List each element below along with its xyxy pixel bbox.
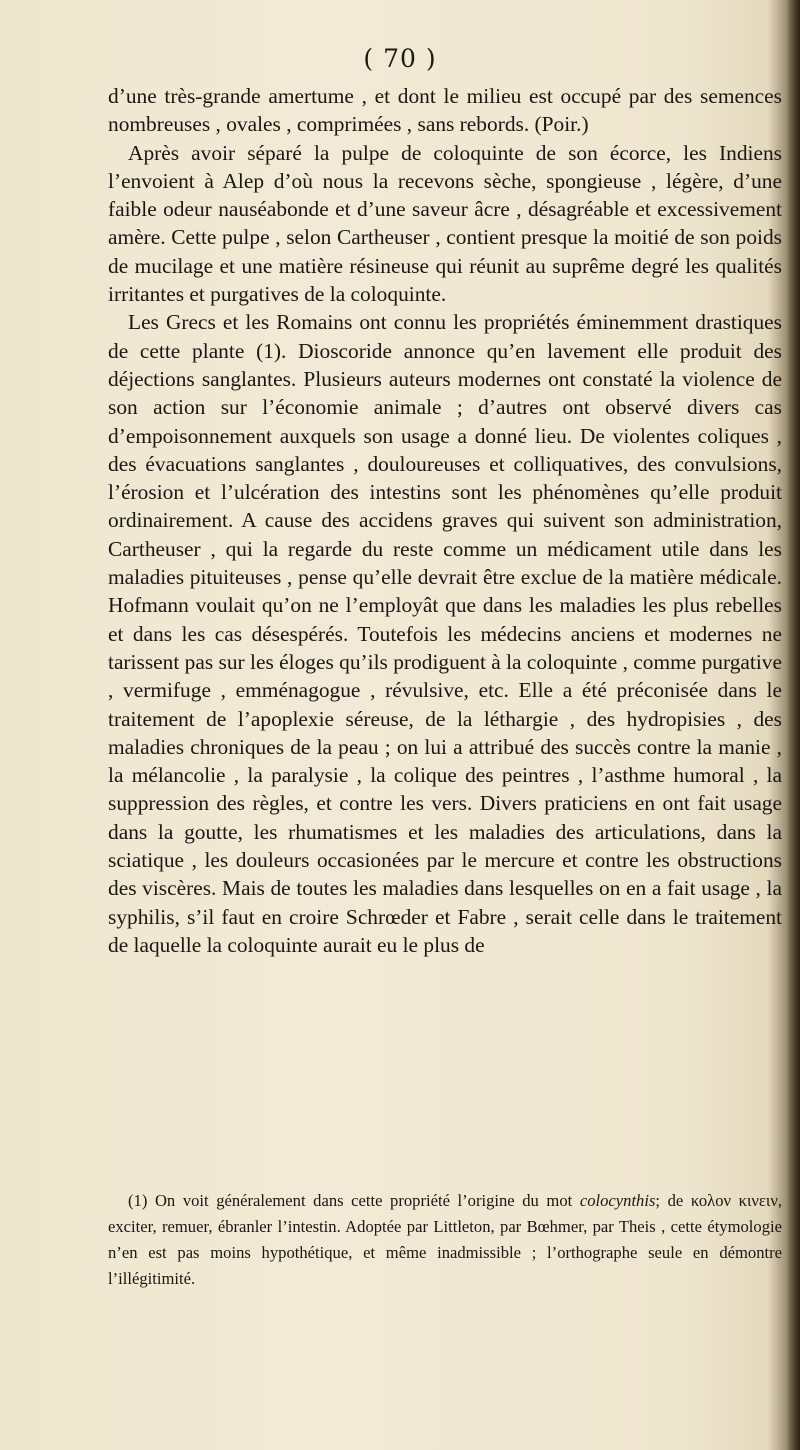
- footnote-text-start: On voit généralement dans cette propriété l’origine du mot: [154, 1191, 573, 1210]
- page-edge-shadow: [786, 0, 800, 1450]
- paragraph-1: d’une très-grande amertume , et dont le milieu est occupé par des semences nombreuses , ovales , comprimées , sans rebords. (Poir.): [108, 84, 782, 137]
- paragraph-2: Après avoir séparé la pulpe de coloquinte de son écorce, les Indiens l’envoient à Alep d’où nous la recevons sèche, spongieuse , légère, d’une faible odeur nauséabonde et d’une saveur âcre , désagréable et excessivement amère. Cette pulpe , selon Cartheuser , contient presque la moitié de son poids de mucilage et une matière résineuse qui réunit au suprême degré les qualités irritantes et purgatives de la coloquinte.: [108, 140, 782, 307]
- footnote-text-rest: ; de κολον κινειν, exciter, remuer, ébranler l’intestin. Adoptée par Littleton, par Bœhmer, par Theis , cette étymologie n’en est pas moins hypothétique, et même inadmissible ; l’orthographe seule en démontre l’illégitimité.: [108, 1191, 782, 1288]
- footnote-italic-word: colocynthis: [579, 1191, 656, 1210]
- footnote-text: [108, 1188, 782, 1292]
- footnote: [108, 1188, 782, 1292]
- footnote-marker: (1): [128, 1191, 148, 1210]
- page-number: ( 70 ): [363, 44, 437, 73]
- paragraph-3: Les Grecs et les Romains ont connu les propriétés éminemment drastiques de cette plante (1). Dioscoride annonce qu’en lavement elle produit des déjections sanglantes. Plusieurs auteurs modernes ont constaté la violence de son action sur l’économie animale ; d’autres ont observé divers cas d’empoisonnement auxquels son usage a donné lieu. De violentes coliques , des évacuations sanglantes , douloureuses et colliquatives, des convulsions, l’érosion et l’ulcération des intestins sont les phénomènes qu’elle produit ordinairement. A cause des accidens graves qui suivent son administration, Cartheuser , qui la regarde du reste comme un médicament utile dans les maladies pituiteuses , pense qu’elle devrait être exclue de la matière médicale. Hofmann voulait qu’on ne l’employât que dans les maladies les plus rebelles et dans les cas désespérés. Toutefois les médecins anciens et modernes ne tarissent pas sur les éloges qu’ils prodiguent à la coloquinte , comme purgative , vermifuge , emménagogue , révulsive, etc. Elle a été préconisée dans le traitement de l’apoplexie séreuse, de la léthargie , des hydropisies , des maladies chroniques de la peau ; on lui a attribué des succès contre la manie , la mélancolie , la paralysie , la colique des peintres , l’asthme humoral , la suppression des règles, et contre les vers. Divers praticiens en ont fait usage dans la goutte, les rhumatismes et les maladies des articulations, dans la sciatique , les douleurs occasionées par le mercure et contre les obstructions des viscères. Mais de toutes les maladies dans lesquelles on en a fait usage , la syphilis, s’il faut en croire Schrœder et Fabre , serait celle dans le traitement de laquelle la coloquinte aurait eu le plus de: [108, 310, 782, 957]
- main-text: [108, 82, 782, 959]
